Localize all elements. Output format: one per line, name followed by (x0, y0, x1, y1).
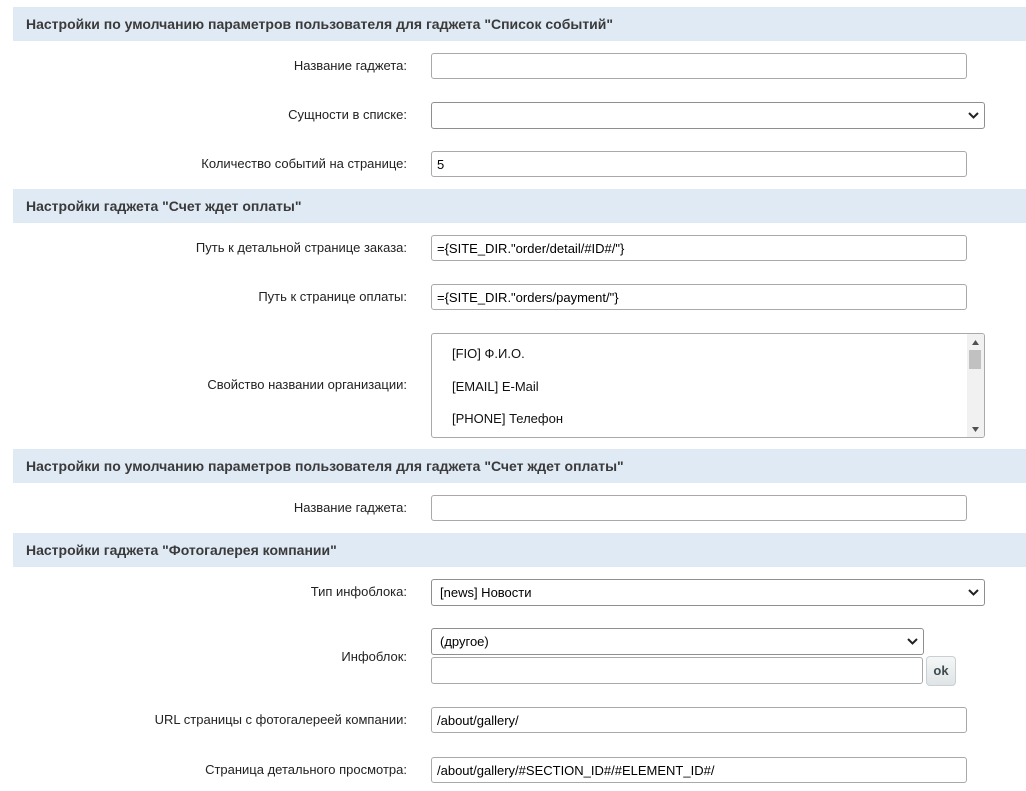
iblock-label: Инфоблок: (341, 649, 407, 664)
detail-page-label: Страница детального просмотра: (205, 762, 407, 777)
scrollbar-thumb[interactable] (969, 350, 981, 369)
org-property-listbox[interactable] (431, 333, 985, 438)
order-detail-path-input[interactable] (431, 235, 967, 261)
list-option[interactable]: [FIO] Ф.И.О. (452, 346, 525, 361)
chevron-down-icon (905, 629, 919, 654)
iblock-custom-input[interactable] (431, 657, 923, 684)
list-option[interactable]: [EMAIL] E-Mail (452, 379, 539, 394)
iblock-select[interactable] (431, 628, 924, 655)
iblock-type-select-value: [news] Новости (440, 585, 532, 600)
gadget-name-label: Название гаджета: (293, 58, 407, 73)
gallery-url-input[interactable] (431, 707, 967, 733)
gallery-url-label: URL страницы с фотогалереей компании: (154, 712, 407, 727)
events-count-input[interactable] (431, 151, 967, 177)
events-gadget-name-input[interactable] (431, 53, 967, 79)
events-count-label: Количество событий на странице: (201, 156, 407, 171)
section-header-events-defaults: Настройки по умолчанию параметров пользователя для гаджета "Список событий" (13, 7, 1026, 41)
scroll-up-arrow-icon[interactable] (967, 335, 984, 349)
payment-path-input[interactable] (431, 284, 967, 310)
chevron-down-icon (966, 103, 980, 128)
org-property-label: Свойство названии организации: (207, 377, 407, 392)
detail-page-input[interactable] (431, 757, 967, 783)
invoice-gadget-name-input[interactable] (431, 495, 967, 521)
section-header-gallery-gadget: Настройки гаджета "Фотогалерея компании" (13, 533, 1026, 567)
listbox-scrollbar[interactable] (967, 334, 984, 437)
entities-select[interactable] (431, 102, 985, 129)
list-option[interactable]: [PHONE] Телефон (452, 411, 563, 426)
iblock-type-select[interactable] (431, 579, 985, 606)
entities-label: Сущности в списке: (288, 107, 407, 122)
section-header-invoice-defaults: Настройки по умолчанию параметров пользователя для гаджета "Счет ждет оплаты" (13, 449, 1026, 483)
chevron-down-icon (966, 580, 980, 605)
ok-button[interactable]: ok (926, 656, 956, 686)
invoice-gadget-name-label: Название гаджета: (293, 500, 407, 515)
scroll-down-arrow-icon[interactable] (967, 422, 984, 436)
order-detail-path-label: Путь к детальной странице заказа: (195, 240, 407, 255)
iblock-type-label: Тип инфоблока: (310, 584, 407, 599)
section-header-invoice-gadget: Настройки гаджета "Счет ждет оплаты" (13, 189, 1026, 223)
payment-path-label: Путь к странице оплаты: (258, 289, 407, 304)
iblock-select-value: (другое) (440, 634, 489, 649)
